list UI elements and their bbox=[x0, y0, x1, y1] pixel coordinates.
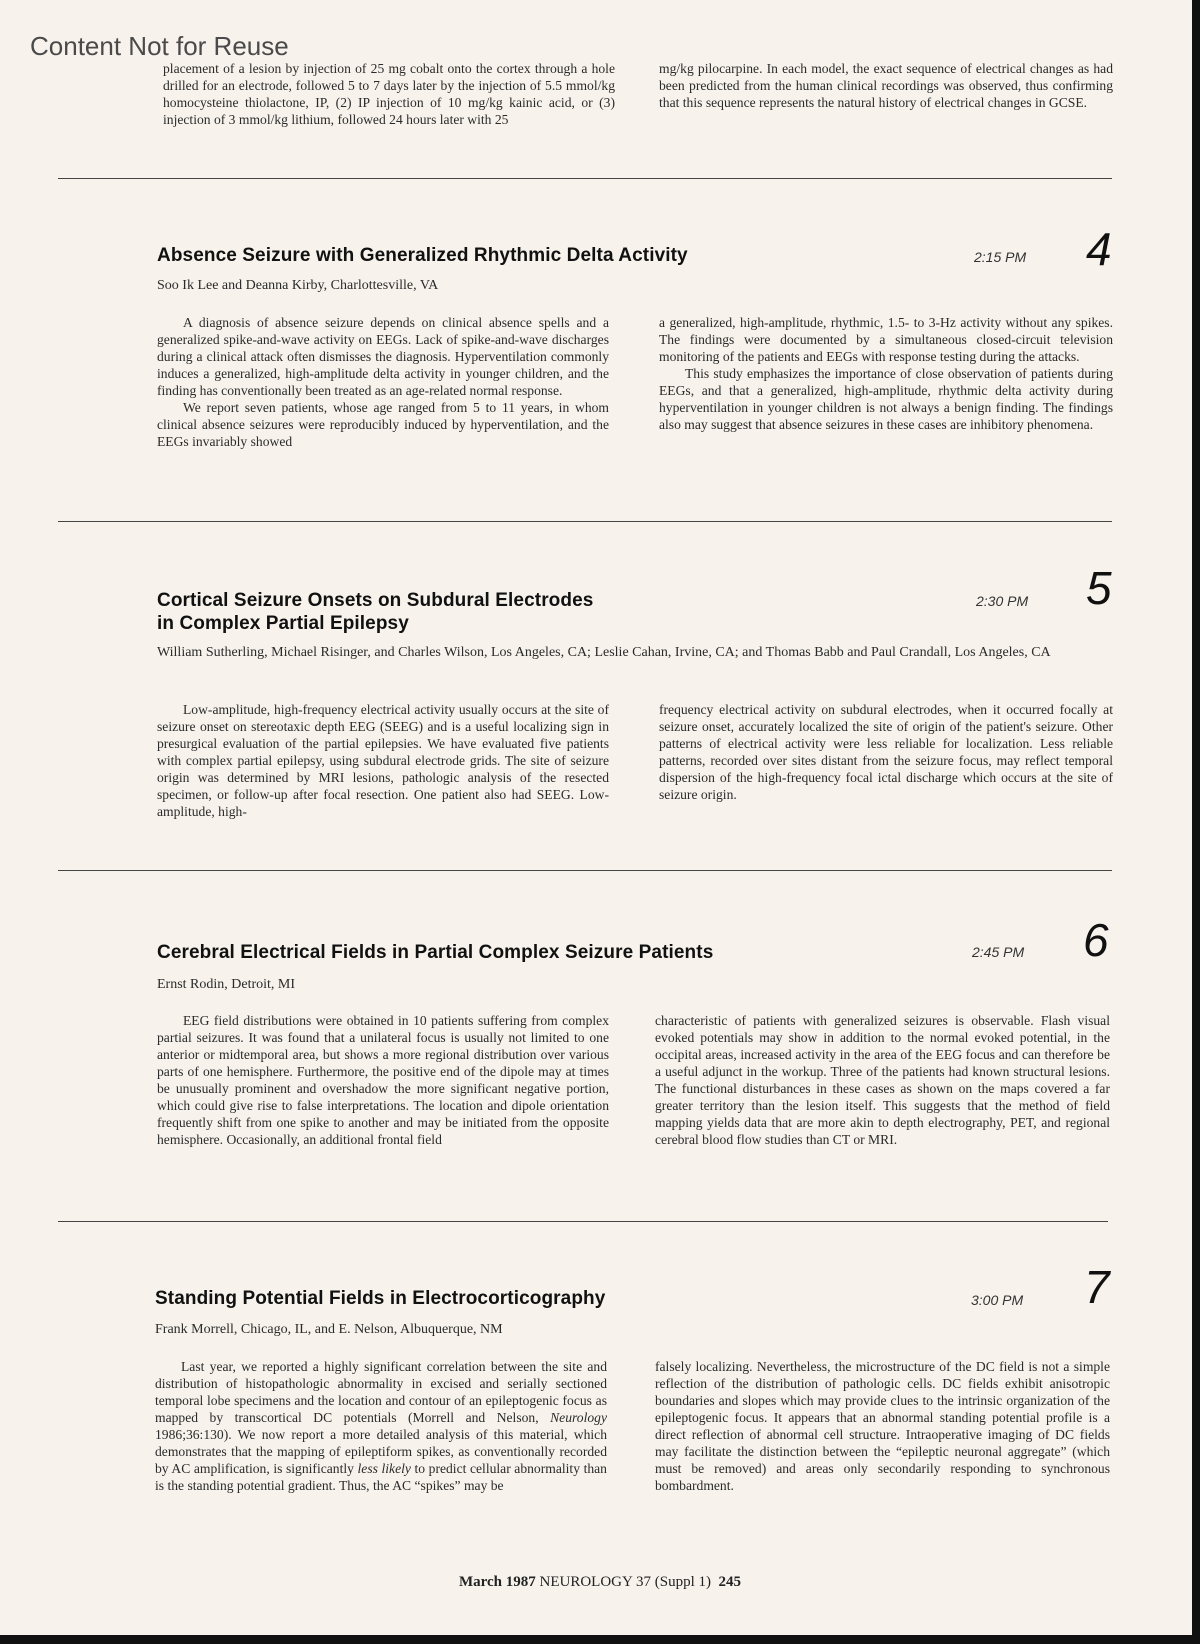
abstract-5-time: 2:30 PM bbox=[976, 593, 1029, 609]
abstract-4-right-column bbox=[659, 314, 1113, 433]
paragraph: EEG field distributions were obtained in 10 patients suffering from complex partial seizures. It was found that a unilateral focus is usually not limited to one anterior or midtemporal area, but shows a more regional distribution over various parts of one hemisphere. Furthermore, the positive end of the dipole may at times be unusually prominent and overshadow the more significant negative portion, which could give rise to false interpretations. The location and dipole orientation frequently shift from one spike to another and may be initiated from the opposite hemisphere. Occasionally, an additional frontal field bbox=[157, 1013, 609, 1147]
abstract-5-authors: William Sutherling, Michael Risinger, and Charles Wilson, Los Angeles, CA; Leslie Cahan, Irvine, CA; and Thomas Babb and Paul Crandall, Los Angeles, CA bbox=[157, 645, 1051, 660]
text-run: to predict cellular abnormality than is the standing potential gradient. Thus, the AC “spikes” may be bbox=[155, 1461, 607, 1493]
abstract-7-title: Standing Potential Fields in Electrocorticography bbox=[155, 1288, 606, 1309]
abstract-4-left-column bbox=[157, 314, 609, 450]
abstract-7-number: 7 bbox=[1084, 1261, 1110, 1313]
abstract-6-left-column bbox=[157, 1012, 609, 1148]
section-divider bbox=[58, 178, 1112, 179]
paragraph: We report seven patients, whose age ranged from 5 to 11 years, in whom clinical absence seizures were reproducibly induced by hyperventilation, and the EEGs invariably showed bbox=[157, 400, 609, 449]
section-divider bbox=[58, 870, 1112, 871]
abstract-6-authors: Ernst Rodin, Detroit, MI bbox=[157, 977, 296, 992]
paragraph: This study emphasizes the importance of close observation of patients during EEGs, and that a generalized, high-amplitude, rhythmic delta activity during hyperventilation in younger children is not always a benign finding. The findings also may suggest that absence seizures in these cases are inhibitory phenomena. bbox=[659, 366, 1113, 432]
title-line: in Complex Partial Epilepsy bbox=[157, 613, 409, 634]
text-run: Last year, we reported a highly significant correlation between the site and distribution of histopathologic abnormality in excised and serially sectioned temporal lobe specimens and the location and contour of an epileptogenic focus as mapped by transcortical DC potentials (Morrell and Nelson, bbox=[155, 1359, 607, 1425]
abstract-5-title bbox=[157, 589, 593, 635]
section-divider bbox=[58, 1221, 1108, 1222]
footer-journal: NEUROLOGY 37 (Suppl 1) bbox=[539, 1574, 712, 1590]
abstract-4-authors: Soo Ik Lee and Deanna Kirby, Charlottesville, VA bbox=[157, 278, 439, 293]
scan-edge-bottom bbox=[0, 1635, 1200, 1644]
paragraph: mg/kg pilocarpine. In each model, the exact sequence of electrical changes as had been predicted from the human clinical recordings was observed, thus confirming that this sequence represents the natural history of electrical changes in GCSE. bbox=[659, 61, 1113, 110]
abstract-5-right-column bbox=[659, 701, 1113, 803]
emphasis: less likely bbox=[357, 1461, 411, 1476]
section-divider bbox=[58, 521, 1112, 522]
abstract-7-right-column bbox=[655, 1358, 1110, 1494]
abstract-7-authors: Frank Morrell, Chicago, IL, and E. Nelson, Albuquerque, NM bbox=[155, 1322, 503, 1337]
journal-name: Neurology bbox=[550, 1410, 607, 1425]
paragraph bbox=[155, 1358, 607, 1494]
abstract-5-left-column bbox=[157, 701, 609, 820]
page-number: 245 bbox=[718, 1574, 742, 1590]
abstract-7-time: 3:00 PM bbox=[971, 1292, 1024, 1308]
abstract-6-time: 2:45 PM bbox=[972, 944, 1025, 960]
paragraph: falsely localizing. Nevertheless, the microstructure of the DC field is not a simple reflection of the distribution of pathologic cells. DC fields exhibit anisotropic boundaries and slopes which may provide clues to the intrinsic organization of the epileptogenic focus. It appears that an abnormal standing potential profile is a direct reflection of abnormal cell structure. Intraoperative imaging of DC fields may facilitate the distinction between the “epileptic neuronal aggregate” (which must be removed) and areas only secondarily responding to synchronous bombardment. bbox=[655, 1359, 1110, 1493]
scan-edge-right bbox=[1192, 0, 1200, 1644]
paragraph: placement of a lesion by injection of 25 mg cobalt onto the cortex through a hole drilled for an electrode, followed 5 to 7 days later by the injection of 5.5 mmol/kg homocysteine thiolactone, IP, (2) IP injection of 10 mg/kg kainic acid, or (3) injection of 3 mmol/kg lithium, followed 24 hours later with 25 bbox=[163, 61, 615, 127]
abstract-6-title: Cerebral Electrical Fields in Partial Complex Seizure Patients bbox=[157, 942, 714, 963]
continuation-left-column bbox=[163, 60, 615, 128]
paragraph: a generalized, high-amplitude, rhythmic, 1.5- to 3-Hz activity without any spikes. The findings were documented by a simultaneous closed-circuit television monitoring of the patients and EEGs with response testing during the attacks. bbox=[659, 315, 1113, 364]
abstract-6-right-column bbox=[655, 1012, 1110, 1148]
abstract-7-left-column bbox=[155, 1358, 607, 1494]
abstract-4-number: 4 bbox=[1086, 223, 1112, 275]
paragraph: characteristic of patients with generalized seizures is observable. Flash visual evoked potentials may show in addition to the normal evoked potential, in the occipital areas, increased activity in the area of the EEG focus and can therefore be a useful adjunct in the workup. Three of the patients had known structural lesions. The functional disturbances in these cases as shown on the maps covered a far greater territory than the lesion itself. This suggests that the method of field mapping yields data that are more akin to depth electrography, PET, and regional cerebral blood flow studies than CT or MRI. bbox=[655, 1013, 1110, 1147]
watermark: Content Not for Reuse bbox=[30, 31, 289, 61]
paragraph: Low-amplitude, high-frequency electrical activity usually occurs at the site of seizure onset on stereotaxic depth EEG (SEEG) and is a useful localizing sign in presurgical evaluation of the partial epilepsies. We have evaluated five patients with complex partial epilepsy, using subdural electrode grids. The site of seizure origin was determined by MRI lesions, pathologic analysis of the resected specimen, or follow-up after focal resection. One patient also had SEEG. Low-amplitude, high- bbox=[157, 702, 609, 819]
abstract-6-number: 6 bbox=[1083, 914, 1109, 966]
footer-date: March 1987 bbox=[458, 1574, 536, 1590]
abstract-4-title: Absence Seizure with Generalized Rhythmic Delta Activity bbox=[157, 245, 688, 266]
paragraph: frequency electrical activity on subdural electrodes, when it occurred focally at seizure onset, accurately localized the site of origin of the patient's seizure. Other patterns of electrical activity were less reliable for localization. Less reliable patterns, recorded over sites distant from the seizure focus, may reflect temporal dispersion of the high-frequency focal ictal discharge which occurs at the site of seizure origin. bbox=[659, 702, 1113, 802]
page-footer bbox=[0, 1574, 1200, 1591]
abstract-4-time: 2:15 PM bbox=[974, 249, 1027, 265]
abstract-5-number: 5 bbox=[1086, 562, 1112, 614]
continuation-right-column bbox=[659, 60, 1113, 111]
text-run: 1986;36:130). We now report a more detailed analysis of this material, which demonstrates that the mapping of epileptiform spikes, as conventionally recorded by AC amplification, is significantly bbox=[155, 1427, 607, 1476]
paragraph: A diagnosis of absence seizure depends on clinical absence spells and a generalized spike-and-wave activity on EEGs. Lack of spike-and-wave discharges during a clinical attack often dismisses the diagnosis. Hyperventilation commonly induces a generalized, high-amplitude delta activity in younger children, and the finding has conventionally been treated as an age-related normal response. bbox=[157, 315, 609, 398]
title-line: Cortical Seizure Onsets on Subdural Electrodes bbox=[157, 590, 594, 611]
